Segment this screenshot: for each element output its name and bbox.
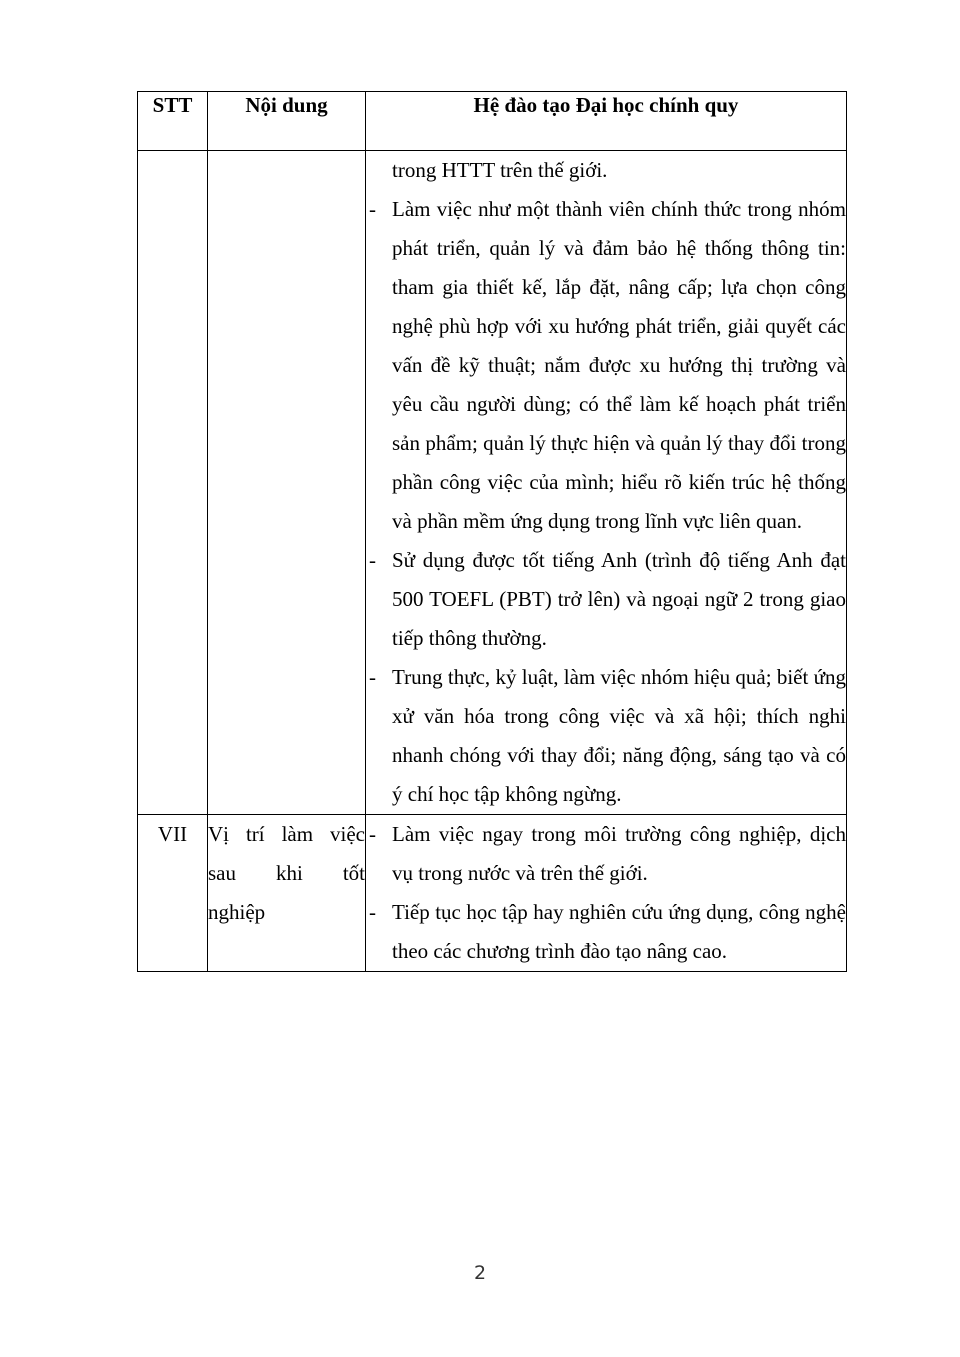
- list-item: [366, 541, 846, 658]
- list-item-text: Sử dụng được tốt tiếng Anh (trình độ tiếng Anh đạt 500 TOEFL (PBT) trở lên) và ngoại ngữ 2 trong giao tiếp thông thường.: [392, 548, 846, 650]
- dash-marker: -: [369, 665, 376, 689]
- header-stt: STT: [138, 92, 208, 151]
- list-item-text: Trung thực, kỷ luật, làm việc nhóm hiệu quả; biết ứng xử văn hóa trong công việc và xã hội; thích nghi nhanh chóng với thay đổi; năng động, sáng tạo và có ý chí học tập không ngừng.: [392, 665, 846, 806]
- list-item-text: Làm việc như một thành viên chính thức trong nhóm phát triển, quản lý và đảm bảo hệ thống thông tin: tham gia thiết kế, lắp đặt, nâng cấp; lựa chọn công nghệ phù hợp với xu hướng phát triển, giải quyết các vấn đề kỹ thuật; nắm được xu hướng thị trường và yêu cầu người dùng; có thể làm kế hoạch phát triển sản phẩm; quản lý thực hiện và quản lý thay đổi trong phần công việc của mình; hiểu rõ kiến trúc hệ thống và phần mềm ứng dụng trong lĩnh vực liên quan.: [392, 197, 846, 533]
- list-item-text: Tiếp tục học tập hay nghiên cứu ứng dụng, công nghệ theo các chương trình đào tạo nâng cao.: [392, 900, 846, 963]
- list-item-text: Làm việc ngay trong môi trường công nghiệp, dịch vụ trong nước và trên thế giới.: [392, 822, 846, 885]
- content-line: Vị trí làm việc: [208, 822, 365, 846]
- program-cell-continued: [366, 151, 847, 815]
- content-cell: [208, 815, 366, 972]
- program-cell-vii: [366, 815, 847, 972]
- content-line: nghiệp: [208, 900, 266, 924]
- table-row-vii: [138, 815, 847, 972]
- stt-cell-empty: [138, 151, 208, 815]
- dash-marker: -: [369, 822, 376, 846]
- content-cell-empty: [208, 151, 366, 815]
- dash-marker: -: [369, 197, 376, 221]
- list-item: [366, 190, 846, 541]
- list-item: [366, 893, 846, 971]
- content-line: sau khi tốt: [208, 861, 365, 885]
- list-item: [366, 658, 846, 814]
- table-row-continued: [138, 151, 847, 815]
- page-number: 2: [473, 1262, 487, 1284]
- dash-marker: -: [369, 548, 376, 572]
- table-header-row: [138, 92, 847, 151]
- dash-marker: -: [369, 900, 376, 924]
- stt-cell: VII: [138, 815, 208, 972]
- list-item: [366, 815, 846, 893]
- continued-text: trong HTTT trên thế giới.: [392, 158, 608, 182]
- header-program: Hệ đào tạo Đại học chính quy: [366, 92, 847, 151]
- header-content: Nội dung: [208, 92, 366, 151]
- program-table: [137, 91, 847, 972]
